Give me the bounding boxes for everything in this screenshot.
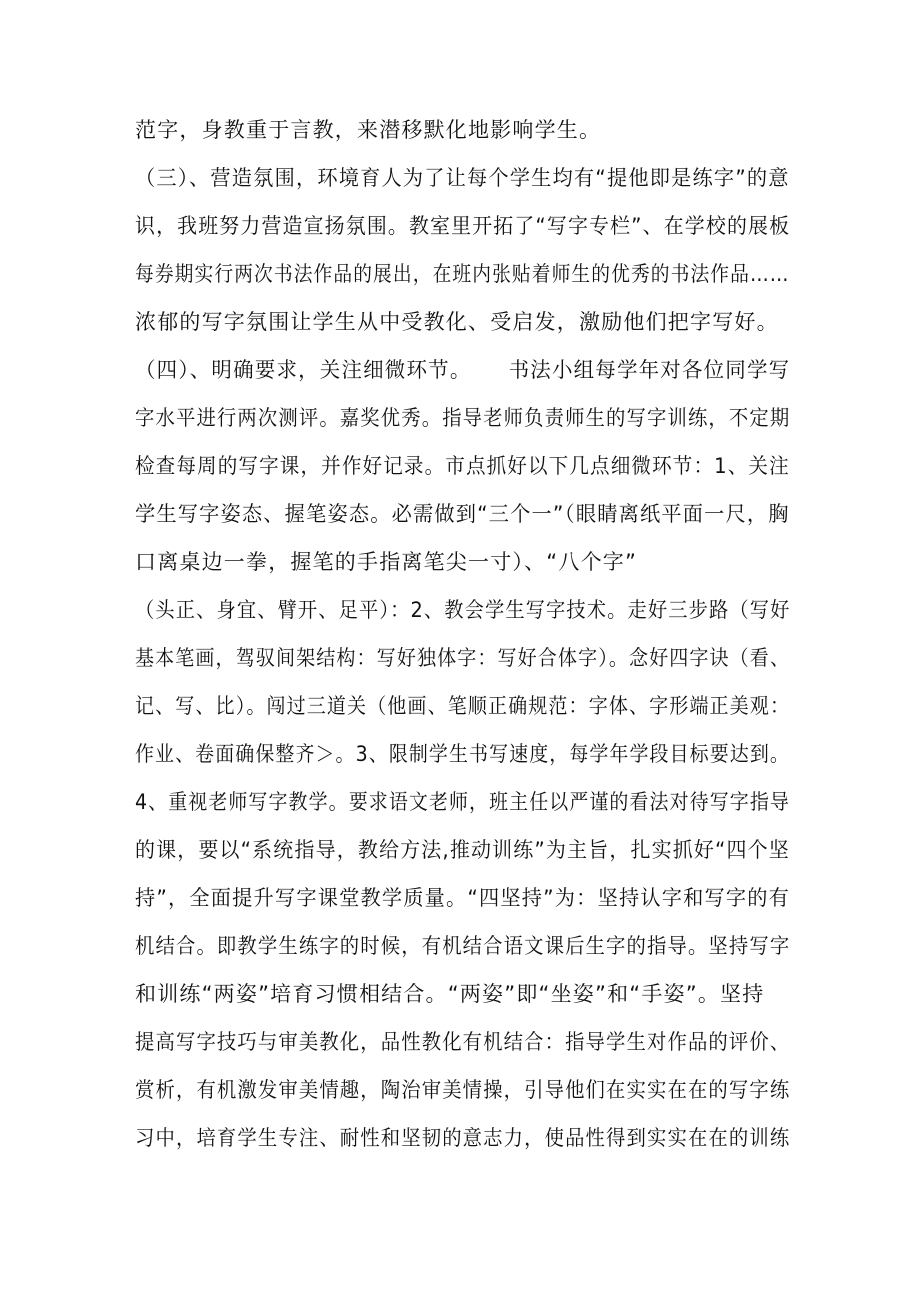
text-line-9: 学生写字姿态、握笔姿态。必需做到“三个一”（眼睛离纸平面一尺，胸 xyxy=(135,502,790,526)
text-line-7: 字水平进行两次测评。嘉奖优秀。指导老师负责师生的写字训练，不定期 xyxy=(135,406,791,430)
text-line-6 xyxy=(135,357,790,383)
text-line-12: 基本笔画，驾驭间架结构：写好独体字：写好合体字）。念好四字诀（看、 xyxy=(135,646,791,670)
text-line-21: 赏析，有机激发审美情趣，陶治审美情操，引导他们在实实在在的写字练 xyxy=(135,1078,791,1102)
text-line-15: 4、重视老师写字教学。要求语文老师，班主任以严谨的看法对待写字指导 xyxy=(135,790,790,814)
text-line-17: 持”，全面提升写字课堂教学质量。“四坚持”为：坚持认字和写字的有 xyxy=(135,886,791,910)
text-line-22: 习中，培育学生专注、耐性和坚韧的意志力，使品性得到实实在在的训练 xyxy=(135,1126,791,1150)
text-line-2: （三）、营造氛围，环境育人为了让每个学生均有“提他即是练字”的意 xyxy=(135,166,790,190)
section-four-heading: （四）、明确要求，关注细微环节。 xyxy=(135,358,472,382)
text-line-16: 的课，要以“系统指导，教给方法,推动训练”为主旨，扎实抓好“四个坚 xyxy=(135,838,790,862)
text-line-14: 作业、卷面确保整齐＞。3、限制学生书写速度，每学年学段目标要达到。 xyxy=(135,742,790,766)
text-line-20: 提高写字技巧与审美教化，品性教化有机结合：指导学生对作品的评价、 xyxy=(135,1030,791,1054)
text-line-10: 口离桌边一拳，握笔的手指离笔尖一寸）、“八个字” xyxy=(135,550,638,574)
text-line-1: 范字，身教重于言教，来潜移默化地影响学生。 xyxy=(135,118,602,142)
text-line-8: 检查每周的写字课，并作好记录。市点抓好以下几点细微环节：1、关注 xyxy=(135,454,790,478)
text-line-11: （头正、身宜、臂开、足平）：2、教会学生写字技术。走好三步路（写好 xyxy=(135,598,791,622)
section-four-text: 书法小组每学年对各位同学写 xyxy=(508,358,791,382)
text-line-4: 每券期实行两次书法作品的展出，在班内张贴着师生的优秀的书法作品…… xyxy=(135,262,790,286)
text-line-5: 浓郁的写字氛围让学生从中受教化、受启发，激励他们把字写好。 xyxy=(135,310,779,334)
text-line-13: 记、写、比）。闯过三道关（他画、笔顺正确规范：字体、字形端正美观： xyxy=(135,694,791,718)
text-line-18: 机结合。即教学生练字的时候，有机结合语文课后生字的指导。坚持写字 xyxy=(135,934,791,958)
text-line-3: 识，我班努力营造宣扬氛围。教室里开拓了“写字专栏”、在学校的展板 xyxy=(135,214,791,238)
text-line-19: 和训练“两姿”培育习惯相结合。“两姿”即“坐姿”和“手姿”。坚持 xyxy=(135,982,765,1006)
